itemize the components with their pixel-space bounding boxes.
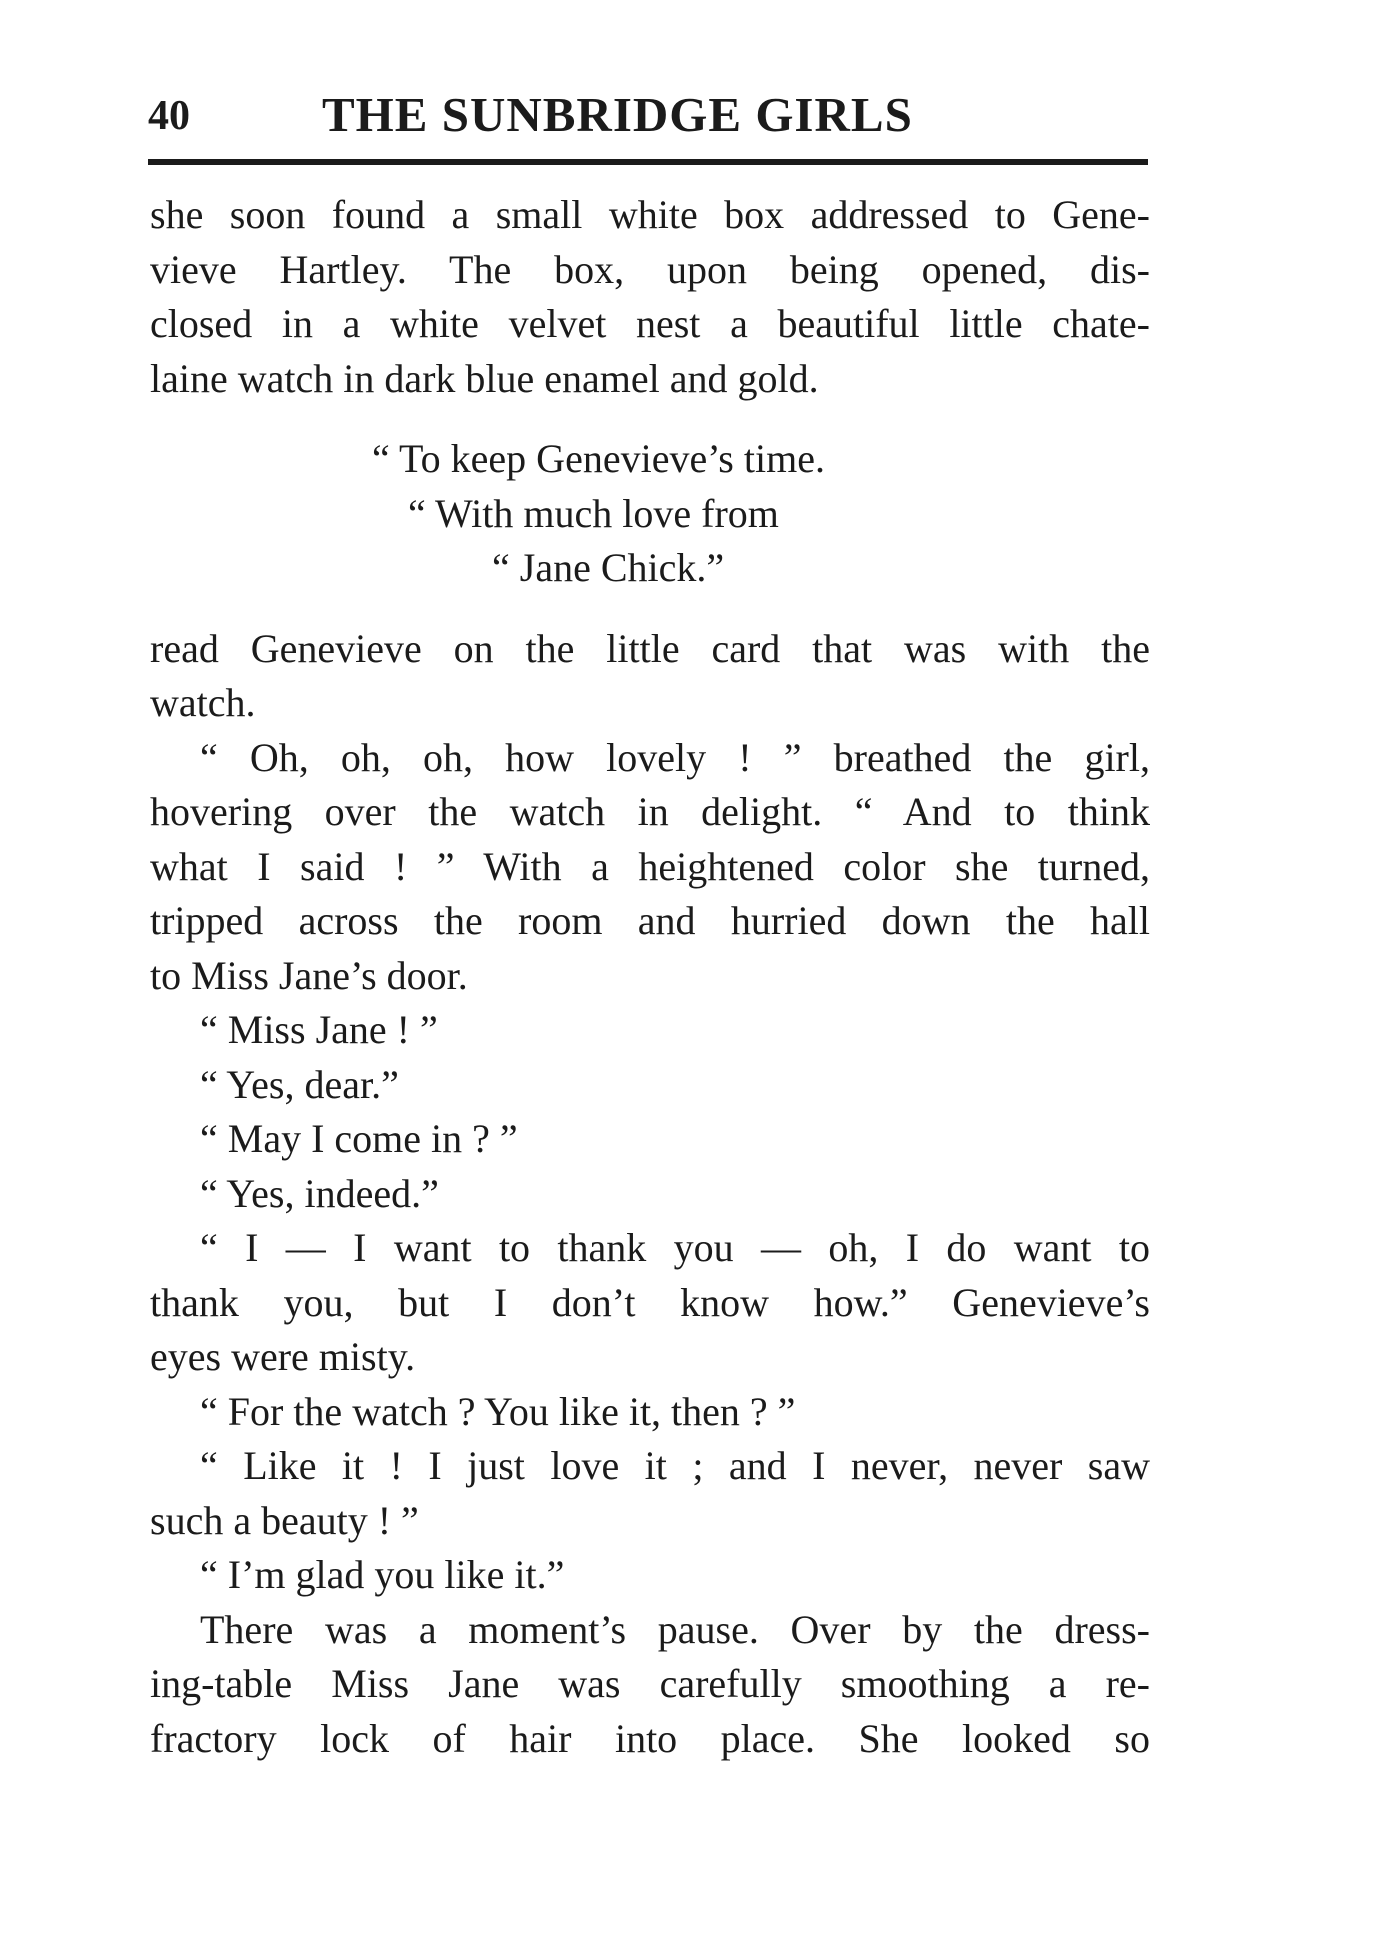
card-line: “ Jane Chick.” <box>492 545 725 590</box>
spacer <box>150 406 1150 432</box>
page-header <box>148 86 1148 146</box>
dialogue-line: “ May I come in ? ” <box>200 1116 518 1161</box>
card-inscription <box>150 432 1150 596</box>
dialogue-line: “ Yes, indeed.” <box>200 1170 439 1216</box>
text-line: eyes were misty. <box>150 1334 416 1379</box>
paragraph-6 <box>150 1603 1150 1767</box>
dialogue-line: “ For the watch ? You like it, then ? ” <box>200 1388 796 1434</box>
text-line: There was a moment’s pause. Over by the dress- <box>200 1606 1150 1652</box>
text-line: fractory lock of hair into place. She looked so <box>150 1715 1150 1761</box>
paragraph-1 <box>150 188 1150 406</box>
text-line: thank you, but I don’t know how.” Genevieve’s <box>150 1279 1150 1325</box>
text-line: what I said ! ” With a heightened color she turned, <box>150 843 1150 889</box>
header-rule <box>148 159 1148 165</box>
text-line: closed in a white velvet nest a beautiful little chate- <box>150 301 1150 346</box>
dialogue-line: “ Yes, dear.” <box>200 1061 399 1107</box>
paragraph-3 <box>150 731 1150 1004</box>
text-line: vieve Hartley. The box, upon being opened, dis- <box>150 246 1150 292</box>
text-line: “ Like it ! I just love it ; and I never, never saw <box>200 1443 1150 1488</box>
paragraph-5 <box>150 1439 1150 1548</box>
text-line: she soon found a small white box addressed to Gene- <box>150 192 1150 237</box>
spacer <box>150 596 1150 622</box>
dialogue-line: “ Miss Jane ! ” <box>200 1007 438 1052</box>
text-line: “ Oh, oh, oh, how lovely ! ” breathed the girl, <box>200 734 1150 780</box>
dialogue-line: “ I’m glad you like it.” <box>200 1552 565 1597</box>
page-number: 40 <box>148 93 190 139</box>
running-title: THE SUNBRIDGE GIRLS <box>322 87 913 142</box>
text-line: “ I — I want to thank you — oh, I do want to <box>200 1225 1150 1270</box>
text-line: tripped across the room and hurried down the hall <box>150 898 1150 943</box>
text-line: hovering over the watch in delight. “ And to think <box>150 789 1150 834</box>
text-line: ing-table Miss Jane was carefully smoothing a re- <box>150 1661 1150 1706</box>
body-text <box>150 188 1150 1766</box>
text-line: such a beauty ! ” <box>150 1497 419 1543</box>
paragraph-2 <box>150 622 1150 731</box>
card-line: “ To keep Genevieve’s time. <box>372 436 825 481</box>
text-line: laine watch in dark blue enamel and gold. <box>150 355 819 401</box>
card-line: “ With much love from <box>408 490 779 536</box>
paragraph-4 <box>150 1221 1150 1385</box>
text-line: watch. <box>150 680 256 725</box>
text-line: read Genevieve on the little card that was with the <box>150 625 1150 671</box>
text-line: to Miss Jane’s door. <box>150 952 468 998</box>
